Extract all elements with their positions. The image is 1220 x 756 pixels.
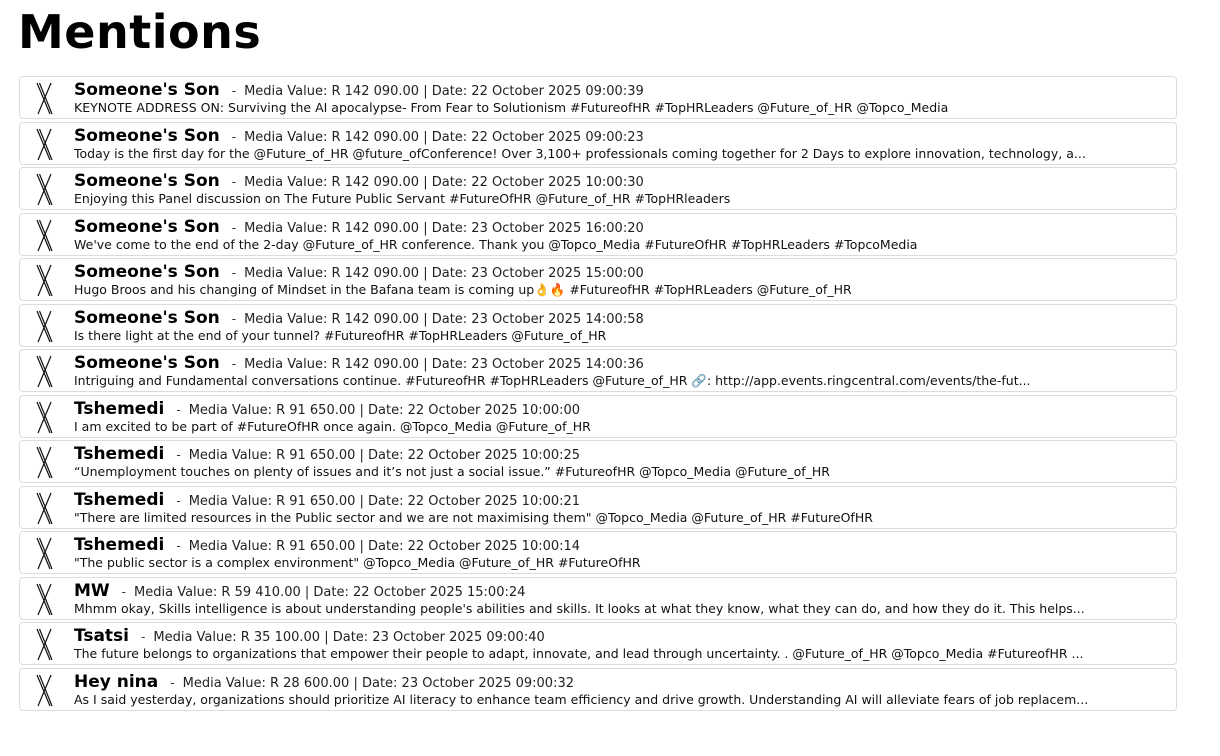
mention-text: Mhmm okay, Skills intelligence is about understanding people's abilities and skills. It looks at what they know, what they can do, and how they do it. This helps...	[74, 600, 1085, 616]
mention-meta: Media Value: R 142 090.00 | Date: 23 October 2025 16:00:20	[244, 220, 644, 236]
mention-text: We've come to the end of the 2-day @Future_of_HR conference. Thank you @Topco_Media #FutureOfHR #TopHRLeaders #TopcoMedia	[74, 236, 918, 252]
mention-body	[74, 444, 1168, 480]
mention-header	[74, 490, 1168, 510]
mention-list	[19, 76, 1177, 713]
mention-text: Hugo Broos and his changing of Mindset in the Bafana team is coming up👌🔥 #FutureofHR #TopHRLeaders @Future_of_HR	[74, 282, 852, 297]
mention-header	[74, 308, 1168, 328]
x-logo-icon	[35, 82, 53, 115]
mention-meta: Media Value: R 91 650.00 | Date: 22 October 2025 10:00:21	[188, 493, 581, 509]
mention-header	[74, 399, 1168, 419]
mention-text: "There are limited resources in the Public sector and we are not maximising them" @Topco_Media @Future_of_HR #FutureOfHR	[74, 509, 873, 525]
mention-separator: -	[231, 129, 237, 144]
mention-body	[74, 308, 1168, 344]
mention-item[interactable]	[19, 167, 1177, 210]
mention-body	[74, 126, 1168, 162]
mention-body	[74, 353, 1168, 389]
mention-text: Enjoying this Panel discussion on The Future Public Servant #FutureOfHR @Future_of_HR #TopHRleaders	[74, 191, 731, 206]
mention-meta: Media Value: R 59 410.00 | Date: 22 October 2025 15:00:24	[134, 584, 526, 600]
mention-separator: -	[170, 675, 175, 690]
mention-meta: Media Value: R 142 090.00 | Date: 23 October 2025 14:00:58	[244, 311, 644, 327]
mention-text: As I said yesterday, organizations should prioritize AI literacy to enhance team efficiency and drive growth. Understanding AI will alleviate fears of job replacem...	[74, 691, 1089, 707]
mention-body	[74, 262, 1168, 298]
mention-body	[74, 581, 1168, 617]
x-logo-icon	[35, 355, 53, 388]
x-logo-icon	[35, 401, 53, 434]
page-title: Mentions	[18, 5, 262, 59]
mention-separator: -	[231, 311, 237, 326]
mention-header	[74, 444, 1168, 464]
mention-item[interactable]	[19, 531, 1177, 574]
mention-text: Is there light at the end of your tunnel? #FutureofHR #TopHRLeaders @Future_of_HR	[74, 327, 607, 343]
mention-body	[74, 672, 1168, 708]
mention-body	[74, 626, 1168, 662]
x-logo-icon	[35, 310, 53, 343]
mention-author[interactable]: Someone's Son	[74, 171, 220, 191]
mention-meta: Media Value: R 142 090.00 | Date: 22 October 2025 09:00:23	[244, 129, 644, 145]
mention-author[interactable]: Tshemedi	[74, 535, 165, 555]
x-logo-icon	[35, 128, 53, 161]
mention-body	[74, 490, 1168, 526]
mention-item[interactable]	[19, 668, 1177, 711]
mention-author[interactable]: Someone's Son	[74, 353, 220, 373]
mention-header	[74, 672, 1168, 692]
mention-author[interactable]: Someone's Son	[74, 262, 220, 282]
mention-header	[74, 80, 1168, 100]
mention-author[interactable]: Tshemedi	[74, 398, 165, 419]
mention-author[interactable]: Hey nina	[74, 671, 159, 692]
mention-item[interactable]	[19, 622, 1177, 665]
mention-body	[74, 217, 1168, 253]
x-logo-icon	[35, 628, 53, 661]
mention-separator: -	[121, 584, 127, 599]
mention-author[interactable]: Tshemedi	[74, 489, 165, 510]
mention-meta: Media Value: R 28 600.00 | Date: 23 October 2025 09:00:32	[182, 675, 574, 691]
mention-text: Intriguing and Fundamental conversations continue. #FutureofHR #TopHRLeaders @Future_of_HR 🔗: http://app.events.ringcentral.com/events/the-fut...	[74, 373, 1031, 388]
x-logo-icon	[35, 446, 53, 479]
mention-text: I am excited to be part of #FutureOfHR once again. @Topco_Media @Future_of_HR	[74, 418, 591, 434]
mention-separator: -	[176, 493, 181, 508]
mention-author[interactable]: Someone's Son	[74, 80, 220, 100]
mention-header	[74, 535, 1168, 555]
mention-separator: -	[176, 539, 181, 553]
mention-item[interactable]	[19, 486, 1177, 529]
mention-author[interactable]: MW	[74, 580, 110, 601]
mention-author[interactable]: Tshemedi	[74, 444, 165, 464]
x-logo-icon	[35, 173, 53, 206]
mention-header	[74, 581, 1168, 601]
mention-text: Today is the first day for the @Future_of_HR @future_ofConference! Over 3,100+ professionals coming together for 2 Days to explore innovation, technology, a...	[74, 145, 1086, 161]
mention-body	[74, 171, 1168, 207]
mention-item[interactable]	[19, 577, 1177, 620]
mention-author[interactable]: Tsatsi	[74, 626, 130, 646]
x-logo-icon	[35, 219, 53, 252]
mention-header	[74, 262, 1168, 282]
mention-header	[74, 217, 1168, 237]
mention-item[interactable]	[19, 213, 1177, 256]
mention-meta: Media Value: R 142 090.00 | Date: 22 October 2025 09:00:39	[244, 84, 644, 99]
mention-header	[74, 171, 1168, 191]
mention-item[interactable]	[19, 122, 1177, 165]
mention-item[interactable]	[19, 440, 1177, 483]
mention-item[interactable]	[19, 395, 1177, 438]
mention-separator: -	[176, 402, 181, 417]
mention-meta: Media Value: R 142 090.00 | Date: 23 October 2025 14:00:36	[244, 357, 644, 372]
mention-item[interactable]	[19, 76, 1177, 119]
mention-separator: -	[231, 175, 237, 189]
mention-meta: Media Value: R 35 100.00 | Date: 23 October 2025 09:00:40	[153, 630, 545, 645]
mention-separator: -	[231, 84, 237, 98]
mention-item[interactable]	[19, 304, 1177, 347]
x-logo-icon	[35, 264, 53, 297]
x-logo-icon	[35, 537, 53, 570]
mention-meta: Media Value: R 91 650.00 | Date: 22 October 2025 10:00:25	[188, 448, 581, 463]
mention-text: The future belongs to organizations that empower their people to adapt, innovate, and lead through uncertainty. . @Future_of_HR @Topco_Media #FutureofHR ...	[74, 646, 1084, 661]
x-logo-icon	[35, 674, 53, 707]
mention-separator: -	[231, 220, 237, 235]
mention-meta: Media Value: R 91 650.00 | Date: 22 October 2025 10:00:14	[188, 539, 581, 554]
mention-item[interactable]	[19, 349, 1177, 392]
mention-meta: Media Value: R 142 090.00 | Date: 23 October 2025 15:00:00	[244, 266, 644, 281]
mention-separator: -	[231, 357, 237, 371]
mention-text: "The public sector is a complex environment" @Topco_Media @Future_of_HR #FutureOfHR	[74, 555, 641, 570]
mention-author[interactable]: Someone's Son	[74, 125, 220, 146]
x-logo-icon	[35, 583, 53, 616]
mention-separator: -	[141, 630, 146, 644]
mention-header	[74, 126, 1168, 146]
mention-author[interactable]: Someone's Son	[74, 307, 220, 328]
mention-header	[74, 353, 1168, 373]
mention-separator: -	[231, 266, 237, 280]
mention-meta: Media Value: R 91 650.00 | Date: 22 October 2025 10:00:00	[188, 402, 581, 418]
mention-separator: -	[176, 448, 181, 462]
x-logo-icon	[35, 492, 53, 525]
mention-text: KEYNOTE ADDRESS ON: Surviving the AI apocalypse- From Fear to Solutionism #FutureofHR #TopHRLeaders @Future_of_HR @Topco_Media	[74, 100, 949, 115]
mention-item[interactable]	[19, 258, 1177, 301]
mention-text: “Unemployment touches on plenty of issues and it’s not just a social issue.” #FutureofHR @Topco_Media @Future_of_HR	[74, 464, 830, 479]
mention-body	[74, 535, 1168, 571]
mention-body	[74, 80, 1168, 116]
mention-body	[74, 399, 1168, 435]
mention-author[interactable]: Someone's Son	[74, 216, 220, 237]
mention-header	[74, 626, 1168, 646]
mention-meta: Media Value: R 142 090.00 | Date: 22 October 2025 10:00:30	[244, 175, 644, 190]
